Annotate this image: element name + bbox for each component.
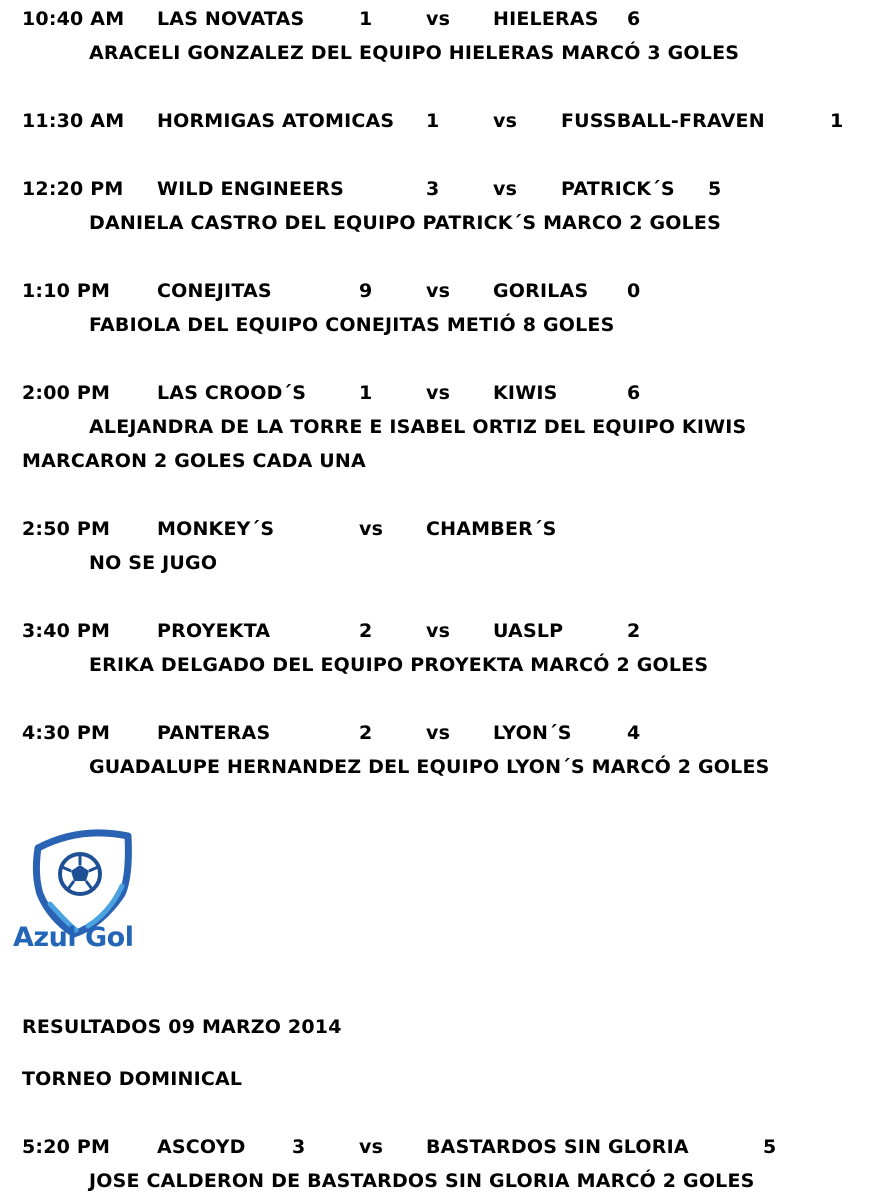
match-note: JOSE CALDERON DE BASTARDOS SIN GLORIA MARCÓ 2 GOLES xyxy=(89,1170,755,1192)
match-note: ARACELI GONZALEZ DEL EQUIPO HIELERAS MARCÓ 3 GOLES xyxy=(89,42,740,64)
vs-label: vs xyxy=(426,620,451,642)
vs-label: vs xyxy=(359,518,384,540)
match-time: 2:50 PM xyxy=(22,518,111,540)
away-team: HIELERAS xyxy=(493,8,599,30)
away-team: GORILAS xyxy=(493,280,589,302)
away-score: 6 xyxy=(627,8,641,30)
away-score: 5 xyxy=(763,1136,777,1158)
home-team: MONKEY´S xyxy=(157,518,275,540)
away-score: 1 xyxy=(830,110,844,132)
vs-label: vs xyxy=(359,1136,384,1158)
away-team: CHAMBER´S xyxy=(426,518,557,540)
match-note: ERIKA DELGADO DEL EQUIPO PROYEKTA MARCÓ 2 GOLES xyxy=(89,654,709,676)
match-time: 12:20 PM xyxy=(22,178,124,200)
match-note: DANIELA CASTRO DEL EQUIPO PATRICK´S MARCO 2 GOLES xyxy=(89,212,721,234)
home-score: 1 xyxy=(426,110,440,132)
match-note-continued: MARCARON 2 GOLES CADA UNA xyxy=(22,450,366,472)
logo-wordmark: Azul Gol xyxy=(13,922,134,953)
away-score: 4 xyxy=(627,722,641,744)
home-score: 1 xyxy=(359,8,373,30)
match-time: 4:30 PM xyxy=(22,722,111,744)
away-score: 6 xyxy=(627,382,641,404)
results-heading: RESULTADOS 09 MARZO 2014 xyxy=(22,1016,342,1038)
away-team: LYON´S xyxy=(493,722,572,744)
match-time: 11:30 AM xyxy=(22,110,125,132)
away-team: UASLP xyxy=(493,620,564,642)
vs-label: vs xyxy=(426,722,451,744)
match-time: 10:40 AM xyxy=(22,8,125,30)
away-score: 5 xyxy=(708,178,722,200)
home-team: ASCOYD xyxy=(157,1136,246,1158)
home-team: HORMIGAS ATOMICAS xyxy=(157,110,395,132)
home-score: 3 xyxy=(426,178,440,200)
vs-label: vs xyxy=(426,8,451,30)
match-note: ALEJANDRA DE LA TORRE E ISABEL ORTIZ DEL EQUIPO KIWIS xyxy=(89,416,747,438)
away-team: KIWIS xyxy=(493,382,558,404)
match-note: NO SE JUGO xyxy=(89,552,218,574)
away-team: PATRICK´S xyxy=(561,178,675,200)
match-time: 5:20 PM xyxy=(22,1136,111,1158)
match-note: GUADALUPE HERNANDEZ DEL EQUIPO LYON´S MARCÓ 2 GOLES xyxy=(89,756,770,778)
home-team: PROYEKTA xyxy=(157,620,271,642)
home-team: LAS NOVATAS xyxy=(157,8,305,30)
away-score: 0 xyxy=(627,280,641,302)
away-team: BASTARDOS SIN GLORIA xyxy=(426,1136,689,1158)
away-team: FUSSBALL-FRAVEN xyxy=(561,110,765,132)
home-team: CONEJITAS xyxy=(157,280,272,302)
vs-label: vs xyxy=(426,280,451,302)
away-score: 2 xyxy=(627,620,641,642)
home-score: 9 xyxy=(359,280,373,302)
vs-label: vs xyxy=(493,178,518,200)
home-score: 3 xyxy=(292,1136,306,1158)
vs-label: vs xyxy=(426,382,451,404)
home-team: WILD ENGINEERS xyxy=(157,178,345,200)
home-score: 2 xyxy=(359,620,373,642)
home-team: LAS CROOD´S xyxy=(157,382,307,404)
home-team: PANTERAS xyxy=(157,722,271,744)
match-time: 3:40 PM xyxy=(22,620,111,642)
match-note: FABIOLA DEL EQUIPO CONEJITAS METIÓ 8 GOLES xyxy=(89,314,615,336)
match-time: 1:10 PM xyxy=(22,280,111,302)
match-time: 2:00 PM xyxy=(22,382,111,404)
vs-label: vs xyxy=(493,110,518,132)
home-score: 1 xyxy=(359,382,373,404)
home-score: 2 xyxy=(359,722,373,744)
tournament-name: TORNEO DOMINICAL xyxy=(22,1068,243,1090)
